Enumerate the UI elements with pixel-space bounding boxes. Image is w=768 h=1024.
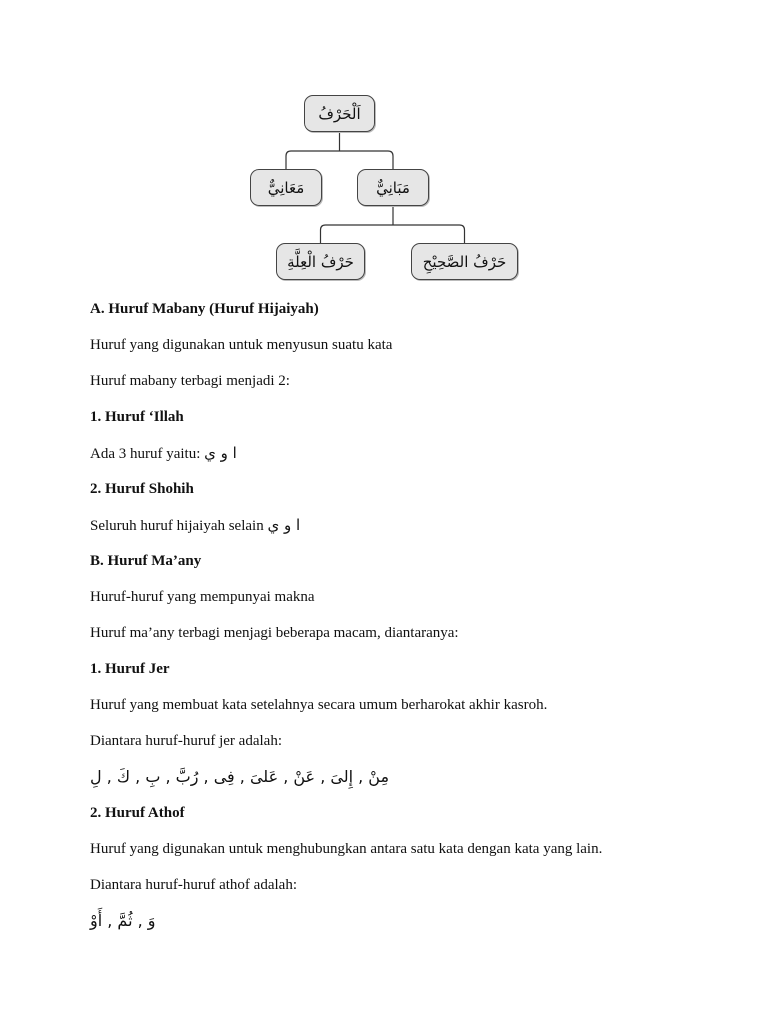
paragraph-shohih [90,516,710,534]
paragraph-jer-definition: Huruf yang membuat kata setelahnya secara umum berharokat akhir kasroh. [90,697,548,713]
paragraph-athof-intro: Diantara huruf-huruf athof adalah: [90,877,297,893]
athof-letters: وَ , ثُمَّ , أَوْ [90,911,156,930]
node-harf-illah: حَرْفُ الْعِلَّةِ [276,243,365,280]
tree-connectors [0,0,768,290]
heading-huruf-athof: 2. Huruf Athof [90,805,185,821]
document-body [90,300,710,948]
shohih-letters: ا و ي [267,516,301,534]
jer-letters: مِنْ , إِلىَ , عَنْ , عَلىَ , فِى , رُبَّ , بِ , كَ , لِ [90,767,390,786]
illah-text: Ada 3 huruf yaitu: [90,446,201,462]
huruf-tree-diagram [0,0,768,290]
illah-letters: ا و ي [204,444,237,462]
connector-level1 [286,151,393,169]
node-harf-shohih: حَرْفُ الصَّحِيْحِ [411,243,518,280]
heading-huruf-illah: 1. Huruf ‘Illah [90,409,184,425]
node-maany: مَعَانِيٌّ [250,169,322,206]
paragraph-jer-intro: Diantara huruf-huruf jer adalah: [90,733,282,749]
paragraph-illah [90,444,710,462]
paragraph-maany-definition: Huruf-huruf yang mempunyai makna [90,589,315,605]
paragraph-maany-division: Huruf ma’any terbagi menjagi beberapa macam, diantaranya: [90,625,459,641]
paragraph-jer-letters [90,768,710,786]
connector-level2 [321,225,465,243]
paragraph-athof-definition: Huruf yang digunakan untuk menghubungkan antara satu kata dengan kata yang lain. [90,841,603,857]
node-al-harf: اَلْحَرْفُ [304,95,375,132]
paragraph-athof-letters [90,912,710,930]
node-mabany: مَبَانِيٌّ [357,169,429,206]
heading-huruf-mabany: A. Huruf Mabany (Huruf Hijaiyah) [90,301,319,317]
shohih-text: Seluruh huruf hijaiyah selain [90,518,264,534]
paragraph-mabany-division: Huruf mabany terbagi menjadi 2: [90,373,290,389]
heading-huruf-maany: B. Huruf Ma’any [90,553,202,569]
heading-huruf-shohih: 2. Huruf Shohih [90,481,194,497]
paragraph-mabany-definition: Huruf yang digunakan untuk menyusun suatu kata [90,337,393,353]
heading-huruf-jer: 1. Huruf Jer [90,661,170,677]
